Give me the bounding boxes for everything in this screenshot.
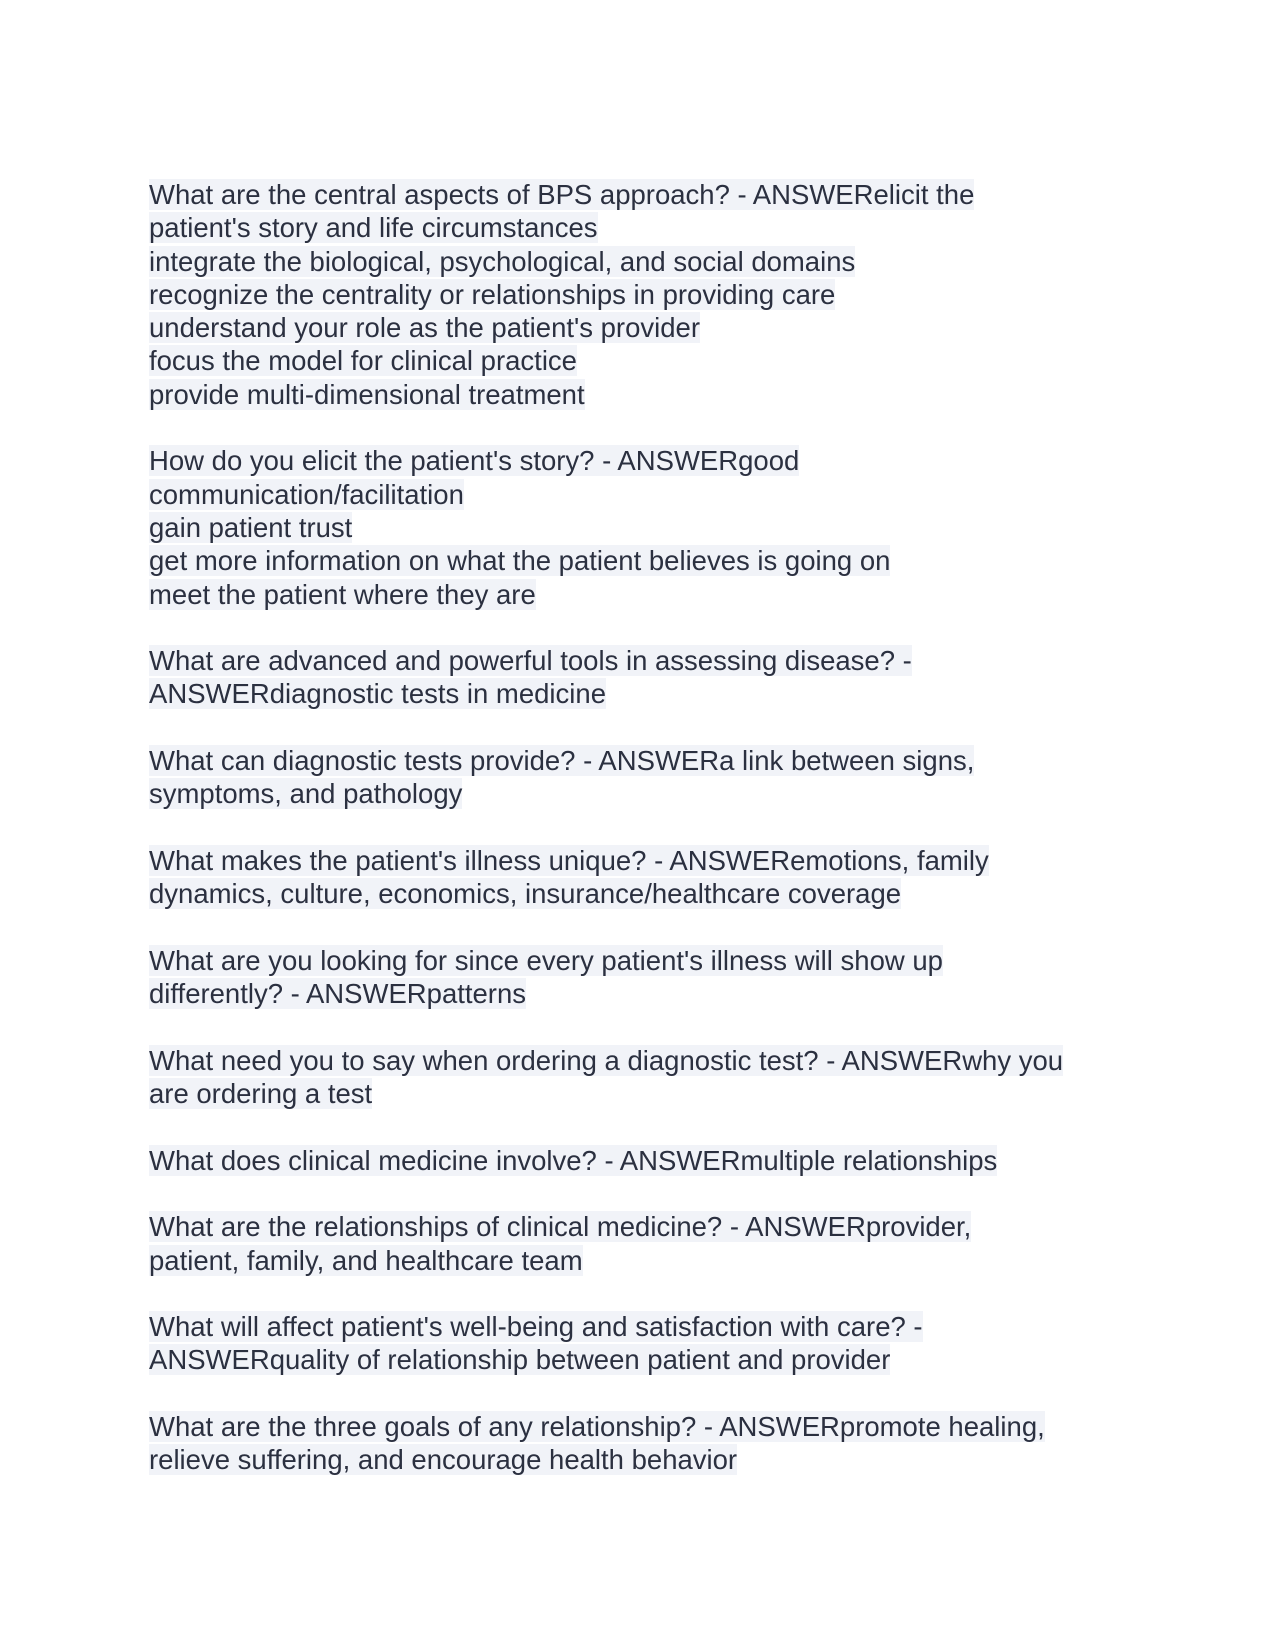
text-line: What can diagnostic tests provide? - ANSWERa link between signs, (149, 745, 975, 777)
text-line: differently? - ANSWERpatterns (149, 978, 527, 1010)
qa-content (149, 178, 1129, 1510)
qa-block (149, 1144, 1129, 1177)
text-line: What are you looking for since every patient's illness will show up (149, 944, 943, 976)
text-line: What are the three goals of any relationship? - ANSWERpromote healing, (149, 1410, 1045, 1442)
text-line: patient's story and life circumstances (149, 212, 598, 244)
qa-block (149, 1044, 1129, 1111)
text-line: get more information on what the patient believes is going on (149, 545, 891, 577)
text-line: What are the central aspects of BPS approach? - ANSWERelicit the (149, 179, 975, 210)
qa-block (149, 178, 1129, 411)
text-line: What does clinical medicine involve? - ANSWERmultiple relationships (149, 1144, 998, 1176)
qa-block (149, 1310, 1129, 1377)
text-line: patient, family, and healthcare team (149, 1244, 583, 1276)
text-line: provide multi-dimensional treatment (149, 378, 585, 410)
text-line: What need you to say when ordering a diagnostic test? - ANSWERwhy you (149, 1044, 1064, 1076)
qa-block (149, 844, 1129, 911)
qa-block (149, 944, 1129, 1011)
qa-block (149, 444, 1129, 610)
qa-block (149, 1410, 1129, 1477)
text-line: dynamics, culture, economics, insurance/healthcare coverage (149, 878, 902, 910)
text-line: What are the relationships of clinical medicine? - ANSWERprovider, (149, 1211, 972, 1243)
text-line: integrate the biological, psychological, and social domains (149, 245, 856, 277)
qa-block (149, 644, 1129, 711)
text-line: communication/facilitation (149, 478, 464, 510)
text-line: understand your role as the patient's provider (149, 312, 700, 344)
text-line: meet the patient where they are (149, 578, 536, 610)
qa-block (149, 744, 1129, 811)
text-line: are ordering a test (149, 1078, 373, 1110)
text-line: gain patient trust (149, 511, 353, 543)
text-line: focus the model for clinical practice (149, 345, 577, 377)
text-line: What will affect patient's well-being and satisfaction with care? - (149, 1311, 923, 1343)
text-line: relieve suffering, and encourage health behavior (149, 1444, 738, 1476)
text-line: How do you elicit the patient's story? - ANSWERgood (149, 445, 800, 477)
text-line: What makes the patient's illness unique? - ANSWERemotions, family (149, 844, 989, 876)
text-line: symptoms, and pathology (149, 778, 463, 810)
text-line: recognize the centrality or relationships in providing care (149, 278, 836, 310)
text-line: ANSWERdiagnostic tests in medicine (149, 678, 606, 710)
text-line: ANSWERquality of relationship between patient and provider (149, 1344, 891, 1376)
qa-block (149, 1210, 1129, 1277)
text-line: What are advanced and powerful tools in assessing disease? - (149, 645, 912, 677)
